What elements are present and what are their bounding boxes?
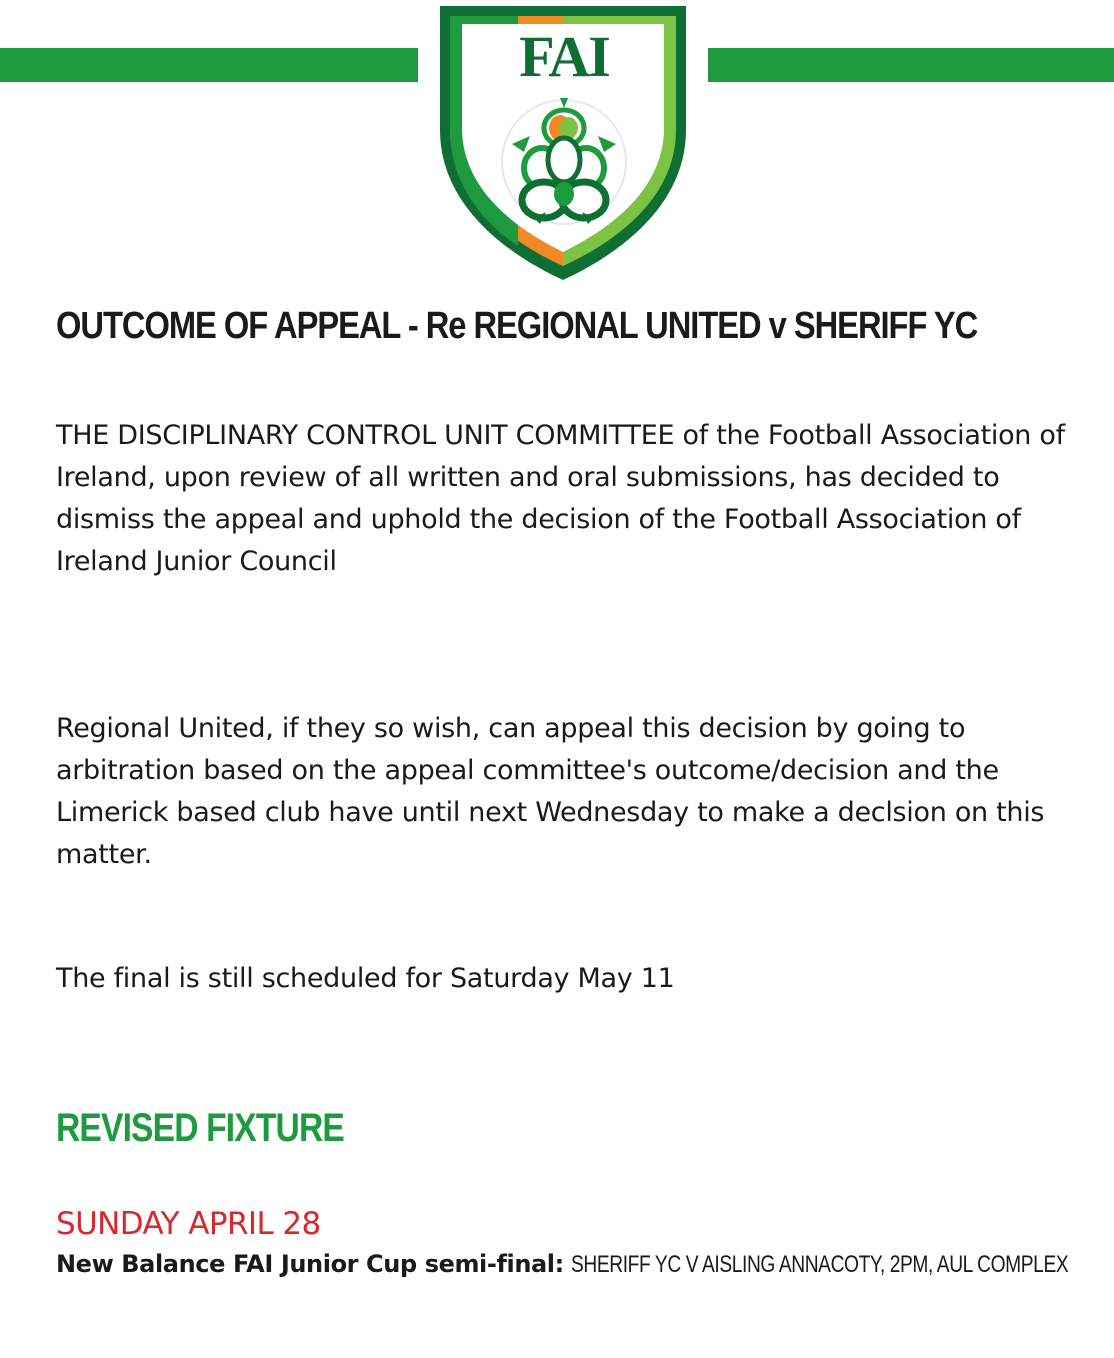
- fixture-line: [56, 1245, 1114, 1284]
- notice-paragraph-final-date: The final is still scheduled for Saturday May 11: [56, 963, 675, 994]
- notice-paragraph-decision: THE DISCIPLINARY CONTROL UNIT COMMITTEE of the Football Association of Ireland, upon review of all written and oral submissions, has decided to dismiss the appeal and uphold the decision of the Football Association of Ireland Junior Council: [56, 420, 1065, 577]
- fixture-details: SHERIFF YC V AISLING ANNACOTY, 2PM, AUL COMPLEX: [571, 1251, 1069, 1278]
- revised-fixture-title: REVISED FIXTURE: [56, 1106, 344, 1150]
- fai-crest-logo: [418, 0, 708, 285]
- fixture-date: SUNDAY APRIL 28: [56, 1206, 321, 1242]
- svg-text:FAI: FAI: [519, 24, 609, 89]
- notice-heading: OUTCOME OF APPEAL - Re REGIONAL UNITED v SHERIFF YC: [56, 305, 978, 347]
- header-stripe-left: [0, 48, 418, 82]
- notice-paragraph-arbitration: Regional United, if they so wish, can appeal this decision by going to arbitration based on the appeal committee's outcome/decision and the Limerick based club have until next Wednesday to make a declsion on this matter.: [56, 713, 1045, 870]
- fixture-competition: New Balance FAI Junior Cup semi-final:: [56, 1250, 564, 1278]
- header-stripe-right: [708, 48, 1114, 82]
